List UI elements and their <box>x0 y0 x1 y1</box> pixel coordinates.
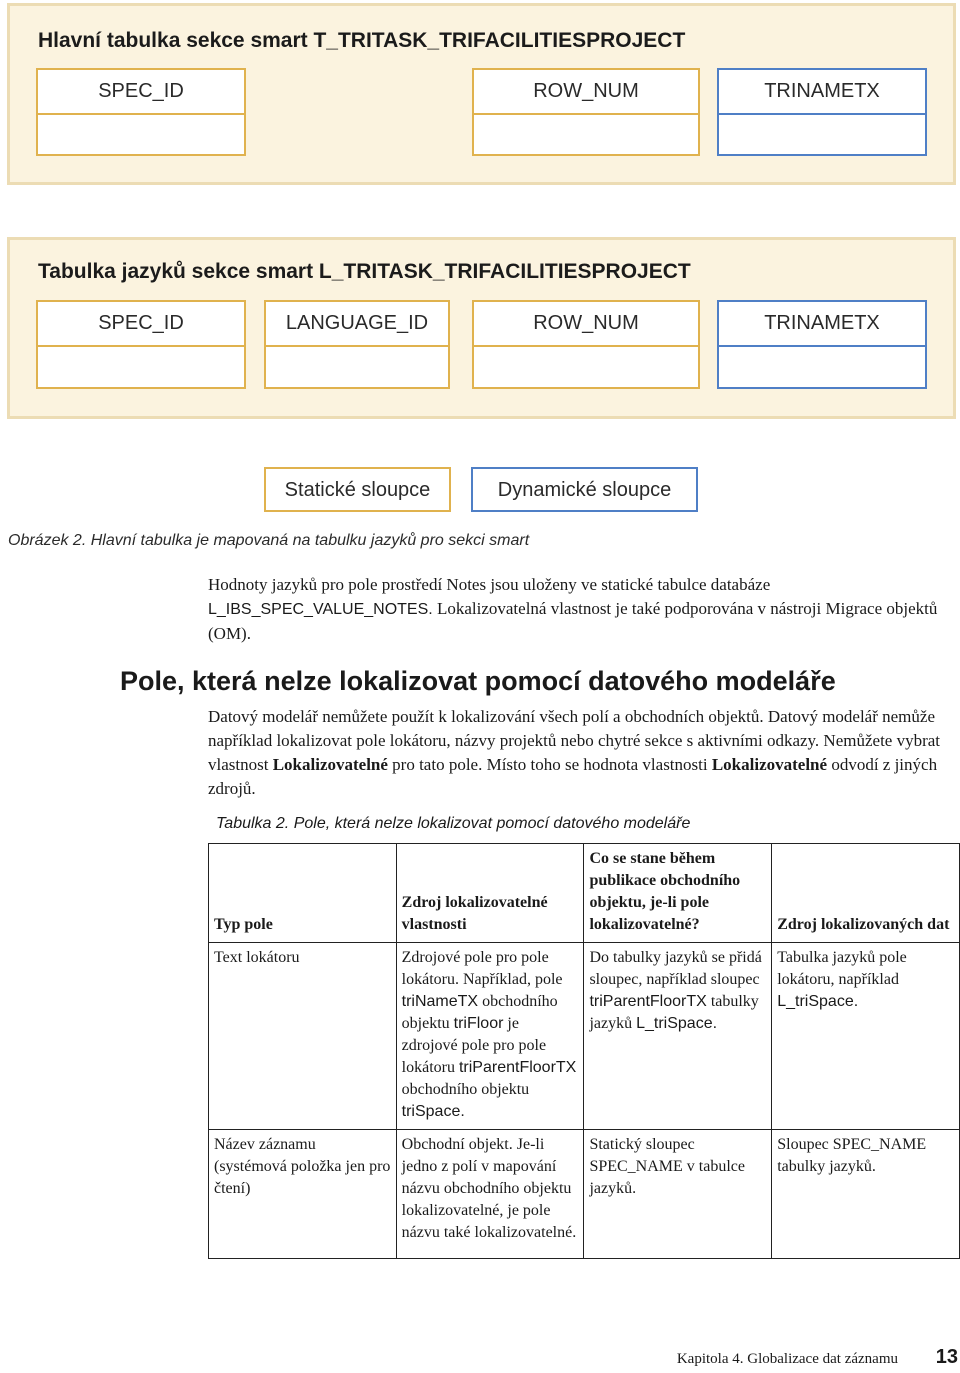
page-number: 13 <box>935 1346 958 1368</box>
table-row <box>209 1130 960 1259</box>
column-body <box>472 345 700 389</box>
section-paragraph <box>208 705 943 801</box>
main-col-trinametx <box>717 68 927 156</box>
header-localized-data-source: Zdroj lokalizovaných dat <box>772 844 960 943</box>
column-body <box>717 113 927 156</box>
fields-table <box>208 843 960 1259</box>
figure-caption: Obrázek 2. Hlavní tabulka je mapovaná na tabulku jazyků pro sekci smart <box>8 532 530 549</box>
header-localizable-source: Zdroj lokalizovatelné vlastnosti <box>396 844 584 943</box>
column-name: ROW_NUM <box>533 80 639 102</box>
lang-col-language-id <box>264 300 450 389</box>
table-caption: Tabulka 2. Pole, která nelze lokalizovat pomocí datového modeláře <box>216 815 691 832</box>
main-col-spec-id <box>36 68 246 156</box>
language-table-title: Tabulka jazyků sekce smart L_TRITASK_TRIFACILITIESPROJECT <box>38 260 691 283</box>
header-field-type: Typ pole <box>209 844 397 943</box>
cell-localized-data-source: Sloupec SPEC_NAME tabulky jazyků. <box>772 1130 960 1259</box>
intro-code: L_IBS_SPEC_VALUE_NOTES. <box>208 601 433 618</box>
intro-paragraph <box>208 573 948 646</box>
column-body <box>36 345 246 389</box>
cell-publish-behavior: Do tabulky jazyků se přidá sloupec, například sloupec triParentFloorTX tabulky jazyků L_triSpace. <box>584 943 772 1130</box>
legend-dynamic-columns: Dynamické sloupce <box>471 467 698 512</box>
column-name: LANGUAGE_ID <box>285 312 429 334</box>
table-row <box>209 943 960 1130</box>
bold-localizable-1: Lokalizovatelné <box>272 755 388 774</box>
lang-col-spec-id <box>36 300 246 389</box>
section-text-2: pro tato pole. Místo toho se hodnota vlastnosti <box>387 755 712 774</box>
column-body <box>472 113 700 156</box>
cell-publish-behavior: Statický sloupec SPEC_NAME v tabulce jazyků. <box>584 1130 772 1259</box>
cell-localizable-source: Obchodní objekt. Je-li jedno z polí v mapování názvu obchodního objektu lokalizovatelné, je pole názvu také lokalizovatelné. <box>396 1130 584 1259</box>
table-header-row <box>209 844 960 943</box>
legend-static-columns: Statické sloupce <box>264 467 451 512</box>
column-name: SPEC_ID <box>98 80 184 102</box>
main-col-row-num <box>472 68 700 156</box>
cell-localizable-source: Zdrojové pole pro pole lokátoru. Například, pole triNameTX obchodního objektu triFloor je zdrojové pole pro pole lokátoru triParentFloorTX obchodního objektu triSpace. <box>396 943 584 1130</box>
lang-col-row-num <box>472 300 700 389</box>
column-name: ROW_NUM <box>533 312 639 334</box>
section-heading: Pole, která nelze lokalizovat pomocí datového modeláře <box>120 666 836 696</box>
column-body <box>264 345 450 389</box>
section-text-1: Datový modelář nemůžete použít k lokalizování všech polí a obchodních objektů. Datový modelář nemůže například lokalizovat pole lokátoru, názvy projektů nebo chytré sekce s aktivními odkazy. Nemůžete vybrat vlastnost <box>208 707 941 774</box>
column-name: TRINAMETX <box>764 312 880 334</box>
column-body <box>36 113 246 156</box>
section-text-3: odvodí z jiných zdrojů. <box>208 755 938 798</box>
cell-field-type: Název záznamu (systémová položka jen pro čtení) <box>209 1130 397 1259</box>
cell-field-type: Text lokátoru <box>209 943 397 1130</box>
column-name: TRINAMETX <box>764 80 880 102</box>
column-name: SPEC_ID <box>98 312 184 334</box>
main-table-title: Hlavní tabulka sekce smart T_TRITASK_TRIFACILITIESPROJECT <box>38 29 686 52</box>
intro-text-1: Hodnoty jazyků pro pole prostředí Notes jsou uloženy ve statické tabulce databáze <box>208 575 771 594</box>
lang-col-trinametx <box>717 300 927 389</box>
column-body <box>717 345 927 389</box>
footer-chapter: Kapitola 4. Globalizace dat záznamu <box>676 1351 898 1367</box>
bold-localizable-2: Lokalizovatelné <box>711 755 828 774</box>
intro-text-2: Lokalizovatelná vlastnost je také podporována v nástroji Migrace objektů (OM). <box>208 599 938 643</box>
cell-localized-data-source: Tabulka jazyků pole lokátoru, například L_triSpace. <box>772 943 960 1130</box>
header-publish-behavior: Co se stane během publikace obchodního objektu, je-li pole lokalizovatelné? <box>584 844 772 943</box>
